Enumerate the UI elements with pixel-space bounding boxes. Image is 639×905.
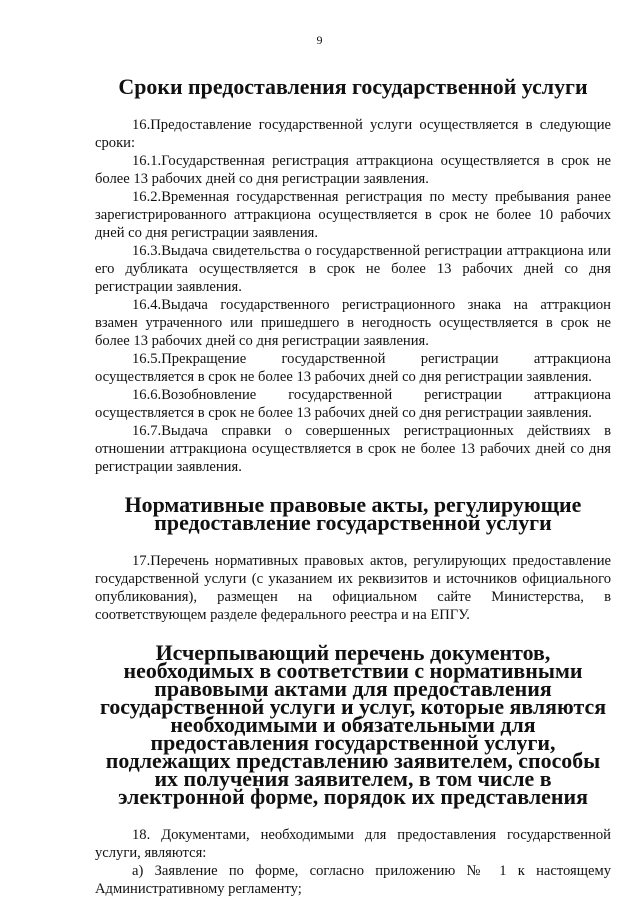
paragraph-16-7: 16.7.Выдача справки о совершенных регистрационных действиях в отношении аттракциона осуществляется в срок не более 13 рабочих дней со дня регистрации заявления. xyxy=(95,423,611,475)
paragraph-16-5: 16.5.Прекращение государственной регистрации аттракциона осуществляется в срок не более 13 рабочих дней со дня регистрации заявления. xyxy=(95,351,611,385)
document-body xyxy=(95,74,611,898)
paragraph-16-3: 16.3.Выдача свидетельства о государственной регистрации аттракциона или его дубликата осуществляется в срок не более 13 рабочих дней со дня регистрации заявления. xyxy=(95,243,611,295)
paragraph-17: 17.Перечень нормативных правовых актов, регулирующих предоставление государственной услуги (с указанием их реквизитов и источников официального опубликования), размещен на официальном сайте Министерства, в соответствующем разделе федерального реестра и на ЕПГУ. xyxy=(95,553,611,623)
paragraph-16-4: 16.4.Выдача государственного регистрационного знака на аттракцион взамен утраченного или пришедшего в негодность осуществляется в срок не более 13 рабочих дней со дня регистрации заявления. xyxy=(95,297,611,349)
paragraph-18: 18. Документами, необходимыми для предоставления государственной услуги, являются: xyxy=(95,827,611,861)
section-heading-legal-acts: Нормативные правовые акты, регулирующие предоставление государственной услуги xyxy=(124,492,582,535)
page-number: 9 xyxy=(316,33,323,47)
paragraph-16-1: 16.1.Государственная регистрация аттракциона осуществляется в срок не более 13 рабочих дней со дня регистрации заявления. xyxy=(95,153,611,187)
section-heading-documents: Исчерпывающий перечень документов, необходимых в соответствии с нормативными правовыми актами для предоставления государственной услуги и услуг, которые являются необходимыми и обязательными для предоставления государственной услуги, подлежащих представлению заявителем, способы их получения заявителем, в том числе в электронной форме, порядок их представления xyxy=(99,640,607,809)
paragraph-16-6: 16.6.Возобновление государственной регистрации аттракциона осуществляется в срок не более 13 рабочих дней со дня регистрации заявления. xyxy=(95,387,611,421)
paragraph-16-2: 16.2.Временная государственная регистрация по месту пребывания ранее зарегистрированного аттракциона осуществляется в срок не более 10 рабочих дней со дня регистрации заявления. xyxy=(95,189,611,241)
section-heading-terms: Сроки предоставления государственной услуги xyxy=(118,74,588,99)
paragraph-16: 16.Предоставление государственной услуги осуществляется в следующие сроки: xyxy=(95,117,611,151)
paragraph-18-a: а) Заявление по форме, согласно приложению № 1 к настоящему Административному регламенту; xyxy=(95,863,611,897)
